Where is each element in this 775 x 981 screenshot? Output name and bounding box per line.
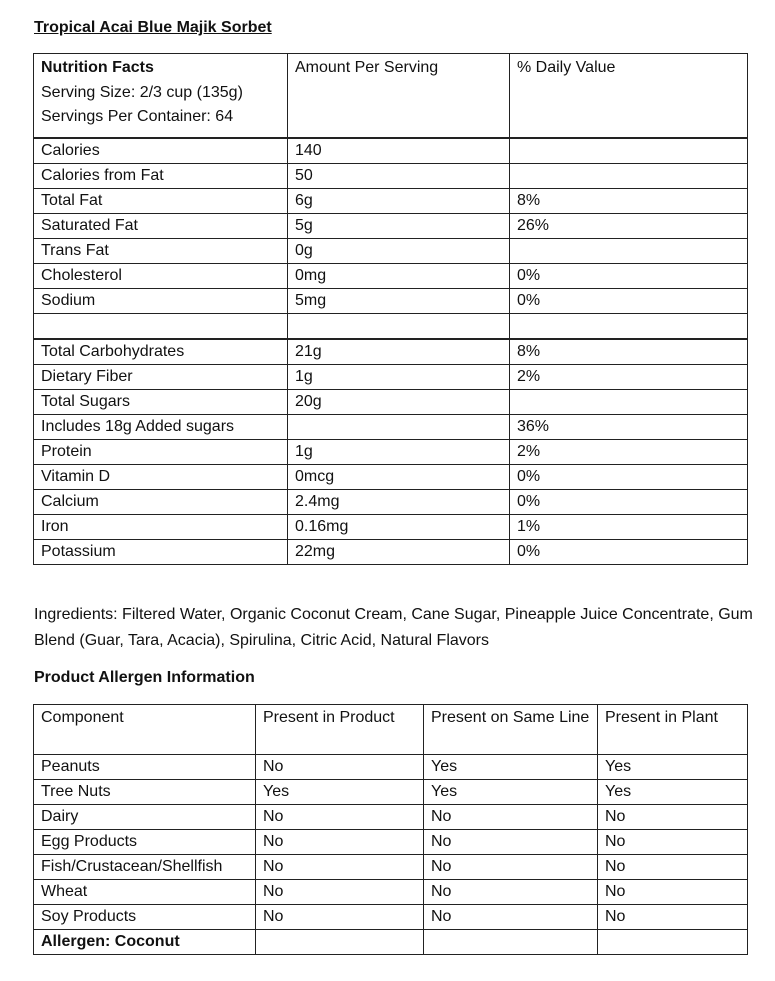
- present-on-same-line: No: [424, 855, 598, 880]
- document-title: Tropical Acai Blue Majik Sorbet: [34, 19, 272, 36]
- present-on-same-line: No: [424, 830, 598, 855]
- nutrient-amount: 20g: [288, 390, 510, 415]
- nutrient-row: [34, 214, 748, 239]
- nutrient-name: Protein: [34, 440, 288, 465]
- allergen-header-row: [34, 705, 748, 755]
- allergen-header-plant: Present in Plant: [598, 705, 748, 755]
- nutrient-amount: 5g: [288, 214, 510, 239]
- nutrient-daily-value: [510, 390, 748, 415]
- nutrient-row: [34, 490, 748, 515]
- allergen-header-same-line: Present on Same Line: [424, 705, 598, 755]
- nutrient-daily-value: 0%: [510, 264, 748, 289]
- nutrient-row: [34, 339, 748, 365]
- allergen-component: Tree Nuts: [34, 780, 256, 805]
- allergen-row: [34, 855, 748, 880]
- allergen-header-component: Component: [34, 705, 256, 755]
- nutrient-amount: 6g: [288, 189, 510, 214]
- nutrient-row: [34, 415, 748, 440]
- present-on-same-line: Yes: [424, 780, 598, 805]
- nutrient-daily-value: [510, 314, 748, 340]
- nutrient-name: Saturated Fat: [34, 214, 288, 239]
- nutrient-daily-value: 0%: [510, 490, 748, 515]
- nutrient-row: [34, 390, 748, 415]
- nutrient-amount: 21g: [288, 339, 510, 365]
- nutrient-amount: 140: [288, 138, 510, 164]
- nutrient-row: [34, 540, 748, 565]
- nutrient-name: Sodium: [34, 289, 288, 314]
- present-in-product: No: [256, 855, 424, 880]
- nutrient-amount: 0g: [288, 239, 510, 264]
- nutrient-amount: 50: [288, 164, 510, 189]
- present-in-product: No: [256, 905, 424, 930]
- nutrition-header-cell: [34, 54, 288, 139]
- nutrient-amount: 2.4mg: [288, 490, 510, 515]
- nutrient-daily-value: 36%: [510, 415, 748, 440]
- nutrient-name: Calories from Fat: [34, 164, 288, 189]
- allergen-footer-row: [34, 930, 748, 955]
- present-on-same-line: No: [424, 905, 598, 930]
- ingredients-text: Ingredients: Filtered Water, Organic Coconut Cream, Cane Sugar, Pineapple Juice Concentrate, Gum Blend (Guar, Tara, Acacia), Spirulina, Citric Acid, Natural Flavors: [34, 606, 753, 649]
- allergen-component: Egg Products: [34, 830, 256, 855]
- empty-cell: [598, 930, 748, 955]
- nutrient-name: Vitamin D: [34, 465, 288, 490]
- nutrient-daily-value: 8%: [510, 339, 748, 365]
- empty-cell: [424, 930, 598, 955]
- nutrient-row: [34, 264, 748, 289]
- present-in-product: No: [256, 830, 424, 855]
- nutrition-header-row: [34, 54, 748, 139]
- serving-size: Serving Size: 2/3 cup (135g): [41, 83, 243, 101]
- allergen-table: [33, 704, 748, 955]
- allergen-component: Soy Products: [34, 905, 256, 930]
- allergen-coconut-note: Allergen: Coconut: [34, 930, 256, 955]
- nutrient-daily-value: 0%: [510, 289, 748, 314]
- present-on-same-line: Yes: [424, 755, 598, 780]
- allergen-row: [34, 805, 748, 830]
- servings-per-container: Servings Per Container: 64: [41, 108, 234, 125]
- empty-cell: [256, 930, 424, 955]
- nutrient-row: [34, 239, 748, 264]
- nutrient-row: [34, 314, 748, 340]
- allergen-row: [34, 830, 748, 855]
- nutrient-name: [34, 314, 288, 340]
- nutrient-amount: [288, 415, 510, 440]
- nutrient-daily-value: 0%: [510, 540, 748, 565]
- present-in-plant: Yes: [598, 780, 748, 805]
- nutrient-row: [34, 365, 748, 390]
- allergen-row: [34, 880, 748, 905]
- allergen-header-product: Present in Product: [256, 705, 424, 755]
- allergen-component: Fish/Crustacean/Shellfish: [34, 855, 256, 880]
- daily-value-header: % Daily Value: [510, 54, 748, 139]
- present-on-same-line: No: [424, 805, 598, 830]
- present-in-plant: No: [598, 855, 748, 880]
- nutrient-amount: 5mg: [288, 289, 510, 314]
- nutrient-row: [34, 515, 748, 540]
- present-in-product: No: [256, 755, 424, 780]
- allergen-component: Peanuts: [34, 755, 256, 780]
- nutrient-amount: 22mg: [288, 540, 510, 565]
- nutrient-amount: 1g: [288, 440, 510, 465]
- present-in-plant: No: [598, 830, 748, 855]
- allergen-heading: Product Allergen Information: [34, 669, 255, 686]
- allergen-row: [34, 755, 748, 780]
- nutrient-row: [34, 289, 748, 314]
- present-in-plant: No: [598, 805, 748, 830]
- nutrient-daily-value: 26%: [510, 214, 748, 239]
- allergen-component: Dairy: [34, 805, 256, 830]
- nutrition-facts-table: [33, 53, 748, 565]
- nutrient-row: [34, 465, 748, 490]
- nutrient-daily-value: 8%: [510, 189, 748, 214]
- nutrient-amount: [288, 314, 510, 340]
- nutrient-name: Cholesterol: [34, 264, 288, 289]
- present-in-product: No: [256, 805, 424, 830]
- present-in-plant: No: [598, 905, 748, 930]
- nutrient-daily-value: [510, 138, 748, 164]
- nutrient-name: Dietary Fiber: [34, 365, 288, 390]
- present-in-plant: No: [598, 880, 748, 905]
- nutrient-daily-value: 1%: [510, 515, 748, 540]
- nutrient-daily-value: [510, 164, 748, 189]
- present-in-product: Yes: [256, 780, 424, 805]
- nutrient-name: Potassium: [34, 540, 288, 565]
- nutrient-name: Iron: [34, 515, 288, 540]
- nutrient-daily-value: 0%: [510, 465, 748, 490]
- nutrient-name: Trans Fat: [34, 239, 288, 264]
- nutrient-name: Calories: [34, 138, 288, 164]
- present-on-same-line: No: [424, 880, 598, 905]
- nutrient-name: Total Carbohydrates: [34, 339, 288, 365]
- nutrient-amount: 0mcg: [288, 465, 510, 490]
- nutrient-row: [34, 189, 748, 214]
- nutrient-daily-value: 2%: [510, 365, 748, 390]
- nutrient-amount: 1g: [288, 365, 510, 390]
- nutrient-daily-value: [510, 239, 748, 264]
- nutrient-row: [34, 138, 748, 164]
- present-in-plant: Yes: [598, 755, 748, 780]
- allergen-component: Wheat: [34, 880, 256, 905]
- nutrient-name: Includes 18g Added sugars: [34, 415, 288, 440]
- nutrient-row: [34, 164, 748, 189]
- allergen-row: [34, 905, 748, 930]
- allergen-row: [34, 780, 748, 805]
- nutrient-name: Total Fat: [34, 189, 288, 214]
- nutrient-amount: 0mg: [288, 264, 510, 289]
- nutrient-amount: 0.16mg: [288, 515, 510, 540]
- nutrient-name: Total Sugars: [34, 390, 288, 415]
- nutrient-daily-value: 2%: [510, 440, 748, 465]
- amount-per-serving-header: Amount Per Serving: [288, 54, 510, 139]
- nutrient-row: [34, 440, 748, 465]
- present-in-product: No: [256, 880, 424, 905]
- nutrition-facts-label: Nutrition Facts: [41, 59, 154, 76]
- nutrient-name: Calcium: [34, 490, 288, 515]
